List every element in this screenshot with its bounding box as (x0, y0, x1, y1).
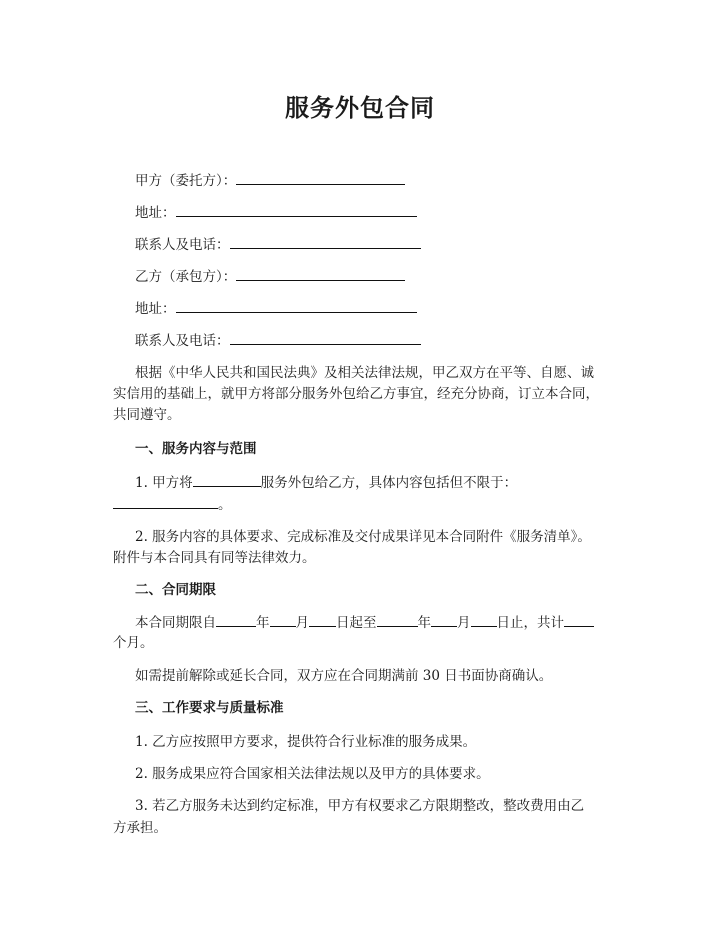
blank-line (377, 613, 418, 627)
section1-item1 (135, 473, 517, 492)
section1-item1-cont (113, 495, 232, 514)
section3-item: 2. 服务成果应符合国家相关法律法规以及甲方的具体要求。 (135, 766, 490, 782)
field-label: 地址： (135, 205, 176, 221)
field-label: 地址： (135, 301, 176, 317)
preamble-line: 共同遵守。 (113, 407, 181, 423)
contract-term-end: 个月。 (113, 635, 154, 651)
party-b-field (135, 267, 405, 286)
item-text: 1. 甲方将 (135, 475, 193, 491)
term-text: 月 (457, 615, 471, 631)
blank-line (564, 613, 594, 627)
party-a-field (135, 171, 405, 190)
blank-line (431, 613, 457, 627)
field-label: 联系人及电话： (135, 237, 230, 253)
blank-line (236, 171, 405, 185)
preamble-line: 根据《中华人民共和国民法典》及相关法律法规，甲乙双方在平等、自愿、诚 (135, 365, 594, 381)
item-text: 服务外包给乙方，具体内容包括但不限于： (260, 475, 518, 491)
extension-clause: 如需提前解除或延长合同，双方应在合同期满前 30 日书面协商确认。 (135, 668, 553, 684)
term-text: 日起至 (336, 615, 377, 631)
term-text: 月 (295, 615, 309, 631)
blank-line (471, 613, 497, 627)
item-text: 。 (218, 497, 232, 513)
section3-item: 3. 若乙方服务未达到约定标准，甲方有权要求乙方限期整改，整改费用由乙 (135, 798, 585, 814)
section-heading: 三、工作要求与质量标准 (135, 700, 284, 716)
section3-item-cont: 方承担。 (113, 820, 167, 836)
blank-line (230, 331, 421, 345)
party-a-contact-field (135, 235, 421, 254)
section-heading: 一、服务内容与范围 (135, 441, 257, 457)
term-text: 年 (256, 615, 270, 631)
term-text: 本合同期限自 (135, 615, 216, 631)
term-text: 日止，共计 (496, 615, 564, 631)
blank-line (216, 613, 256, 627)
section3-item: 1. 乙方应按照甲方要求，提供符合行业标准的服务成果。 (135, 734, 477, 750)
party-b-address-field (135, 299, 417, 318)
section-heading: 二、合同期限 (135, 582, 216, 598)
party-b-contact-field (135, 331, 421, 350)
field-label: 联系人及电话： (135, 333, 230, 349)
section1-item2: 2. 服务内容的具体要求、完成标准及交付成果详见本合同附件《服务清单》。 (135, 529, 591, 545)
blank-line (193, 473, 261, 487)
document-title: 服务外包合同 (285, 93, 435, 122)
blank-line (309, 613, 336, 627)
blank-line (270, 613, 296, 627)
field-label: 乙方（承包方）： (135, 269, 237, 285)
contract-term-line (135, 613, 594, 632)
field-label: 甲方（委托方）： (135, 173, 237, 189)
blank-line (236, 267, 405, 281)
blank-line (113, 495, 218, 509)
section1-item2-cont: 附件与本合同具有同等法律效力。 (113, 550, 316, 566)
blank-line (176, 299, 417, 313)
term-text: 年 (417, 615, 431, 631)
preamble-line: 实信用的基础上，就甲方将部分服务外包给乙方事宜，经充分协商，订立本合同， (113, 386, 599, 402)
blank-line (176, 203, 417, 217)
party-a-address-field (135, 203, 417, 222)
blank-line (230, 235, 421, 249)
